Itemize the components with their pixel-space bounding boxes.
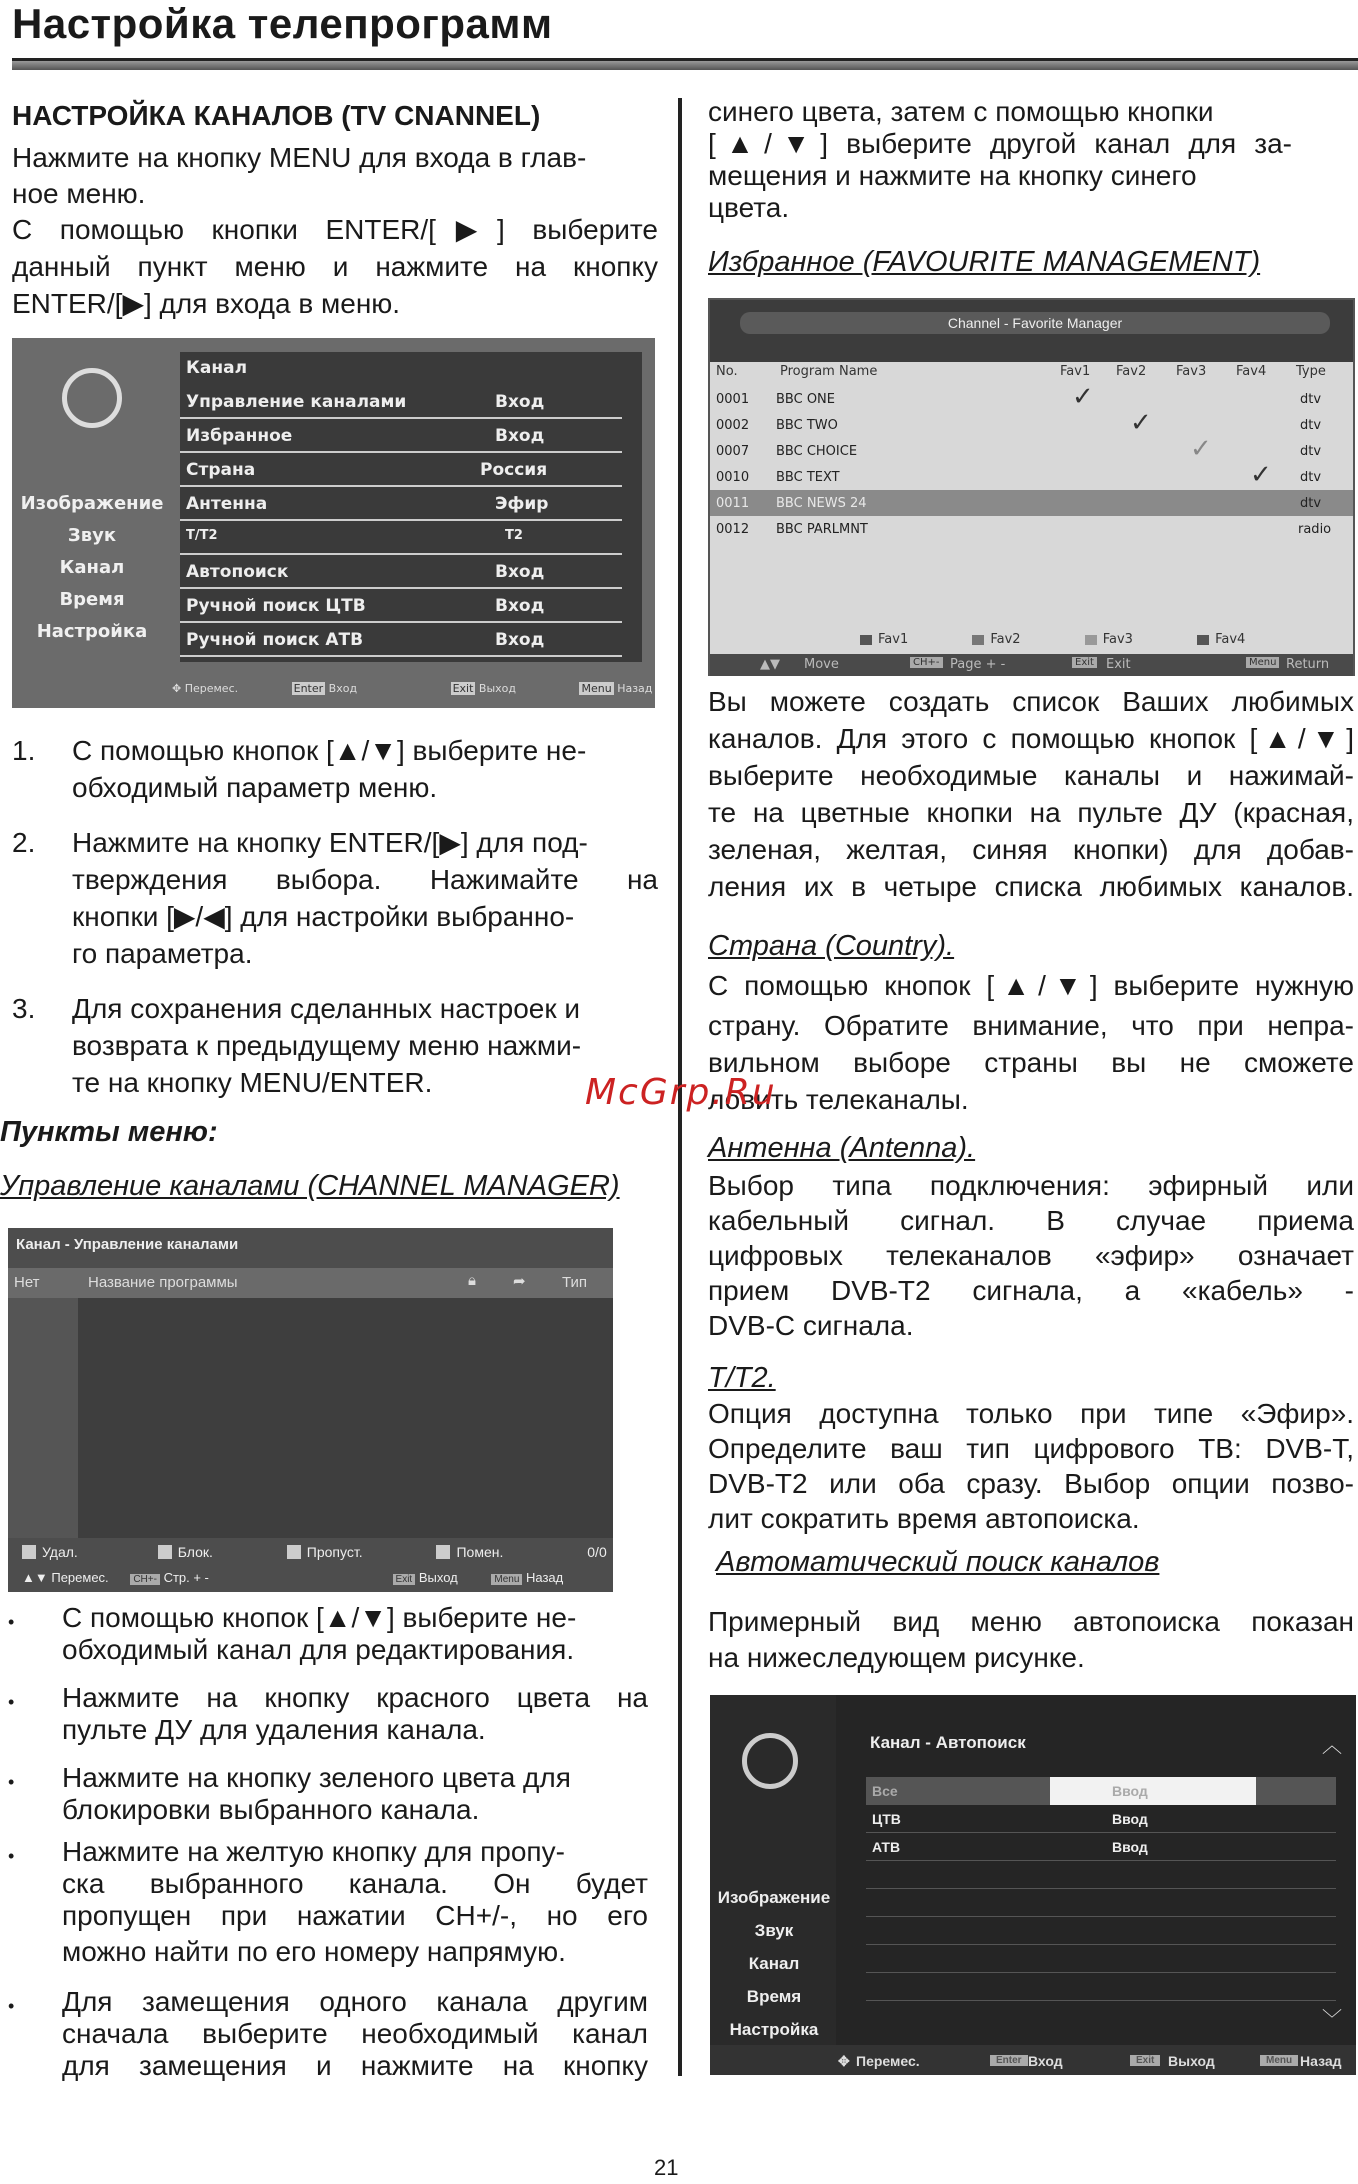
step-text: кнопки [▶/◀] для настройки выбранно-	[72, 901, 575, 932]
t2-text: Опция доступна только при типе «Эфир».	[708, 1398, 1354, 1429]
bullet-text: Нажмите на кнопку красного цвета на	[62, 1682, 648, 1713]
cm-legend: Удал. Блок. Пропуст. Помен. 0/0	[22, 1544, 607, 1560]
menu-row[interactable]: Ручной поиск АТВ Вход	[180, 624, 622, 657]
fav-row[interactable]: 0007 BBC CHOICE ✓ dtv	[716, 434, 1322, 464]
watermark: McGrp.Ru	[585, 1072, 777, 1113]
t2-text: DVB-T2 или оба сразу. Выбор опции позво-	[708, 1468, 1354, 1499]
cm-title: Канал - Управление каналами	[16, 1236, 239, 1253]
menu-row[interactable]: Управление каналами Вход	[180, 386, 622, 419]
check-icon: ✓	[1250, 460, 1272, 490]
cm-list[interactable]	[8, 1298, 613, 1538]
autosearch-screenshot	[710, 1695, 1356, 2075]
fav-text: Вы можете создать список Ваших любимых	[708, 686, 1354, 717]
fav-title: Channel - Favorite Manager	[740, 312, 1330, 334]
bullet-text: пульте ДУ для удаления канала.	[62, 1714, 486, 1745]
menu-panel	[180, 352, 642, 662]
menu-row[interactable]: Автопоиск Вход	[180, 556, 622, 589]
antenna-heading: Антенна (Antenna).	[708, 1132, 976, 1164]
favorite-manager-screenshot: Channel - Favorite Manager No. Program Name Fav1 Fav2 Fav3 Fav4 Type 0001 BBC ONE ✓ dtv 0002 BBC TWO ✓ dtv 0007 BBC CHOICE ✓ dtv 0010 BBC TEXT ✓ dtv 0011 BBC NEWS 24 dtv 0012 BBC PARLMNT radio Fav1 Fav2 Fav3 Fav4 ▲▼ Move CH+- Page + - Exit Exit Menu Return	[708, 298, 1355, 676]
bullet-text: ска выбранного канала. Он будет	[62, 1868, 648, 1899]
menu-title: Канал	[186, 358, 248, 378]
fav-bottom-bar: ▲▼ Move CH+- Page + - Exit Exit Menu Return	[710, 654, 1353, 676]
antenna-text: прием DVB-T2 сигнала, а «кабель» -	[708, 1275, 1354, 1306]
bullet-text: для замещения и нажмите на кнопку	[62, 2050, 648, 2081]
t2-text: лит сократить время автопоиска.	[708, 1503, 1140, 1534]
fav-row[interactable]: 0012 BBC PARLMNT radio	[716, 522, 1332, 537]
step-number: 1.	[12, 735, 36, 766]
lock-icon: 🔒︎	[468, 1272, 476, 1289]
t2-heading: T/T2.	[708, 1362, 776, 1394]
chevron-up-icon[interactable]: ︿	[1322, 1735, 1342, 1757]
side-item-setup[interactable]: Настройка	[36, 621, 148, 642]
cont-line1: синего цвета, затем с помощью кнопки	[708, 96, 1214, 127]
check-icon: ✓	[1072, 382, 1094, 412]
bullet-text: блокировки выбранного канала.	[62, 1794, 480, 1825]
fav-text: зеленая, желтая, синяя кнопки) для добав-	[708, 834, 1354, 865]
step-text: Для сохранения сделанных настроек и	[72, 993, 581, 1024]
autosearch-footer: ✥ Перемес. Enter Вход Exit Выход Menu Назад	[838, 2053, 1342, 2069]
channel-manager-screenshot	[8, 1228, 613, 1592]
fav-text: ления их в четыре списка любимых каналов.	[708, 871, 1354, 902]
para2-line3: ENTER/[▶] для входа в меню.	[12, 288, 401, 319]
para1-line2: ное меню.	[12, 178, 146, 209]
autosearch-text: на нижеследующем рисунке.	[708, 1642, 1085, 1673]
chevron-down-icon[interactable]: ﹀	[1322, 2009, 1342, 2031]
step-text: Нажмите на кнопку ENTER/[▶] для под-	[72, 827, 588, 858]
red-key-icon	[22, 1545, 36, 1559]
autosearch-row[interactable]: Все Ввод	[866, 1777, 1336, 1805]
fav-text: каналов. Для этого с помощью кнопок [▲/▼]	[708, 723, 1354, 754]
yellow-key-icon	[1085, 635, 1097, 645]
green-key-icon	[158, 1545, 172, 1559]
para1-line1: Нажмите на кнопку MENU для входа в глав-	[12, 142, 587, 173]
bullet-dot: •	[8, 1996, 15, 2016]
updown-icon: ▲▼	[22, 1570, 48, 1585]
section-heading: НАСТРОЙКА КАНАЛОВ (TV CNANNEL)	[12, 100, 541, 131]
step-number: 2.	[12, 827, 36, 858]
bullet-text: Для замещения одного канала другим	[62, 1986, 648, 2017]
bullet-text: обходимый канал для редактирования.	[62, 1634, 575, 1665]
move-icon: ✥	[172, 682, 182, 695]
country-text: ловить телеканалы.	[708, 1084, 969, 1115]
step-number: 3.	[12, 993, 36, 1024]
para2-line1: С помощью кнопки ENTER/[▶] выберите	[12, 214, 658, 245]
fav-row-selected[interactable]: 0011 BBC NEWS 24 dtv	[710, 490, 1353, 516]
bullet-text: С помощью кнопок [▲/▼] выберите не-	[62, 1602, 577, 1633]
side-item-picture[interactable]: Изображение	[717, 1888, 831, 1907]
antenna-text: цифровых телеканалов «эфир» означает	[708, 1240, 1354, 1271]
fav-row[interactable]: 0002 BBC TWO ✓ dtv	[716, 408, 1322, 438]
step-text: тверждения выбора. Нажимайте на	[72, 864, 658, 895]
bullet-text: сначала выберите необходимый канал	[62, 2018, 648, 2049]
menu-items-heading: Пункты меню:	[0, 1116, 218, 1148]
side-item-time[interactable]: Время	[746, 1987, 802, 2006]
t2-text: Определите ваш тип цифрового ТВ: DVB-T,	[708, 1433, 1354, 1464]
satellite-icon	[742, 1733, 798, 1789]
menu-row[interactable]: Страна Россия	[180, 454, 622, 487]
antenna-text: DVB-С сигнала.	[708, 1310, 914, 1341]
page-number: 21	[654, 2155, 679, 2180]
cm-header-row: Нет Название программы 🔒︎ ➦ Тип	[8, 1268, 613, 1298]
menu-left-pane	[12, 338, 162, 708]
cm-nav: ▲▼ Перемес. CH+- Стр. + - Exit Выход Menu Назад	[22, 1570, 564, 1585]
menu-row[interactable]: Ручной поиск ЦТВ Вход	[180, 590, 622, 623]
side-item-channel[interactable]: Канал	[59, 557, 125, 578]
step-text: возврата к предыдущему меню нажми-	[72, 1030, 582, 1061]
side-item-setup[interactable]: Настройка	[729, 2020, 819, 2039]
side-menu	[710, 1881, 838, 2046]
bullet-dot: •	[8, 1772, 15, 1792]
country-heading: Страна (Country).	[708, 930, 955, 962]
channel-menu-screenshot	[12, 338, 655, 708]
step-text: обходимый параметр меню.	[72, 772, 438, 803]
antenna-text: Выбор типа подключения: эфирный или	[708, 1170, 1354, 1201]
bullet-text: пропущен при нажатии CH+/-, но его	[62, 1900, 648, 1931]
side-menu	[12, 488, 172, 648]
yellow-key-icon	[287, 1545, 301, 1559]
country-text: страну. Обратите внимание, что при непра-	[708, 1010, 1354, 1041]
cont-line4: цвета.	[708, 192, 790, 223]
bullet-dot: •	[8, 1692, 15, 1712]
move-icon: ✥	[838, 2053, 850, 2069]
bullet-text: Нажмите на кнопку зеленого цвета для	[62, 1762, 571, 1793]
country-text: вильном выборе страны вы не сможете	[708, 1047, 1354, 1078]
updown-icon: ▲▼	[760, 657, 780, 672]
bullet-text: можно найти по его номеру напрямую.	[62, 1936, 566, 1967]
blue-key-icon	[1197, 635, 1209, 645]
autosearch-row[interactable]: ЦТВ Ввод	[866, 1805, 1336, 1833]
blue-key-icon	[436, 1545, 450, 1559]
red-key-icon	[860, 635, 872, 645]
satellite-icon	[62, 368, 122, 428]
fav-legend: Fav1 Fav2 Fav3 Fav4	[860, 632, 1245, 647]
autosearch-title: Канал - Автопоиск	[870, 1733, 1026, 1752]
side-item-time[interactable]: Время	[59, 589, 125, 610]
side-item-picture[interactable]: Изображение	[20, 493, 164, 514]
header-rule	[12, 58, 1358, 70]
share-icon: ➦	[513, 1273, 526, 1290]
bullet-dot: •	[8, 1846, 15, 1866]
favourite-heading: Избранное (FAVOURITE MANAGEMENT)	[708, 246, 1261, 278]
check-icon: ✓	[1190, 434, 1212, 464]
side-item-sound[interactable]: Звук	[67, 525, 117, 546]
check-icon: ✓	[1130, 408, 1152, 438]
cont-line2: [▲/▼] выберите другой канал для за-	[708, 128, 1292, 159]
step-text: те на кнопку MENU/ENTER.	[72, 1067, 433, 1098]
menu-row[interactable]: Избранное Вход	[180, 420, 622, 453]
green-key-icon	[972, 635, 984, 645]
step-text: го параметра.	[72, 938, 253, 969]
antenna-text: кабельный сигнал. В случае приема	[708, 1205, 1354, 1236]
autosearch-text: Примерный вид меню автопоиска показан	[708, 1606, 1354, 1637]
menu-row[interactable]: T/T2 T2	[180, 522, 622, 555]
channel-manager-heading: Управление каналами (CHANNEL MANAGER)	[0, 1170, 620, 1202]
fav-row[interactable]: 0010 BBC TEXT ✓ dtv	[716, 460, 1322, 490]
fav-row[interactable]: 0001 BBC ONE ✓ dtv	[716, 382, 1322, 412]
autosearch-row[interactable]: АТВ Ввод	[866, 1833, 1336, 1861]
page-title: Настройка телепрограмм	[12, 0, 553, 47]
fav-text: выберите необходимые каналы и нажимай-	[708, 760, 1354, 791]
fav-text: те на цветные кнопки на пульте ДУ (красная,	[708, 797, 1354, 828]
step-text: С помощью кнопок [▲/▼] выберите не-	[72, 735, 587, 766]
cont-line3: мещения и нажмите на кнопку синего	[708, 160, 1197, 191]
para2-line2: данный пункт меню и нажмите на кнопку	[12, 251, 658, 282]
bullet-dot: •	[8, 1612, 15, 1632]
menu-footer: ✥ Перемес. Enter Вход Exit Выход Menu Назад	[172, 682, 653, 695]
autosearch-heading: Автоматический поиск каналов	[716, 1546, 1160, 1578]
bullet-text: Нажмите на желтую кнопку для пропу-	[62, 1836, 565, 1867]
side-item-sound[interactable]: Звук	[754, 1921, 794, 1940]
side-item-channel[interactable]: Канал	[748, 1954, 800, 1973]
country-text: С помощью кнопок [▲/▼] выберите нужную	[708, 970, 1354, 1001]
menu-row[interactable]: Антенна Эфир	[180, 488, 622, 521]
